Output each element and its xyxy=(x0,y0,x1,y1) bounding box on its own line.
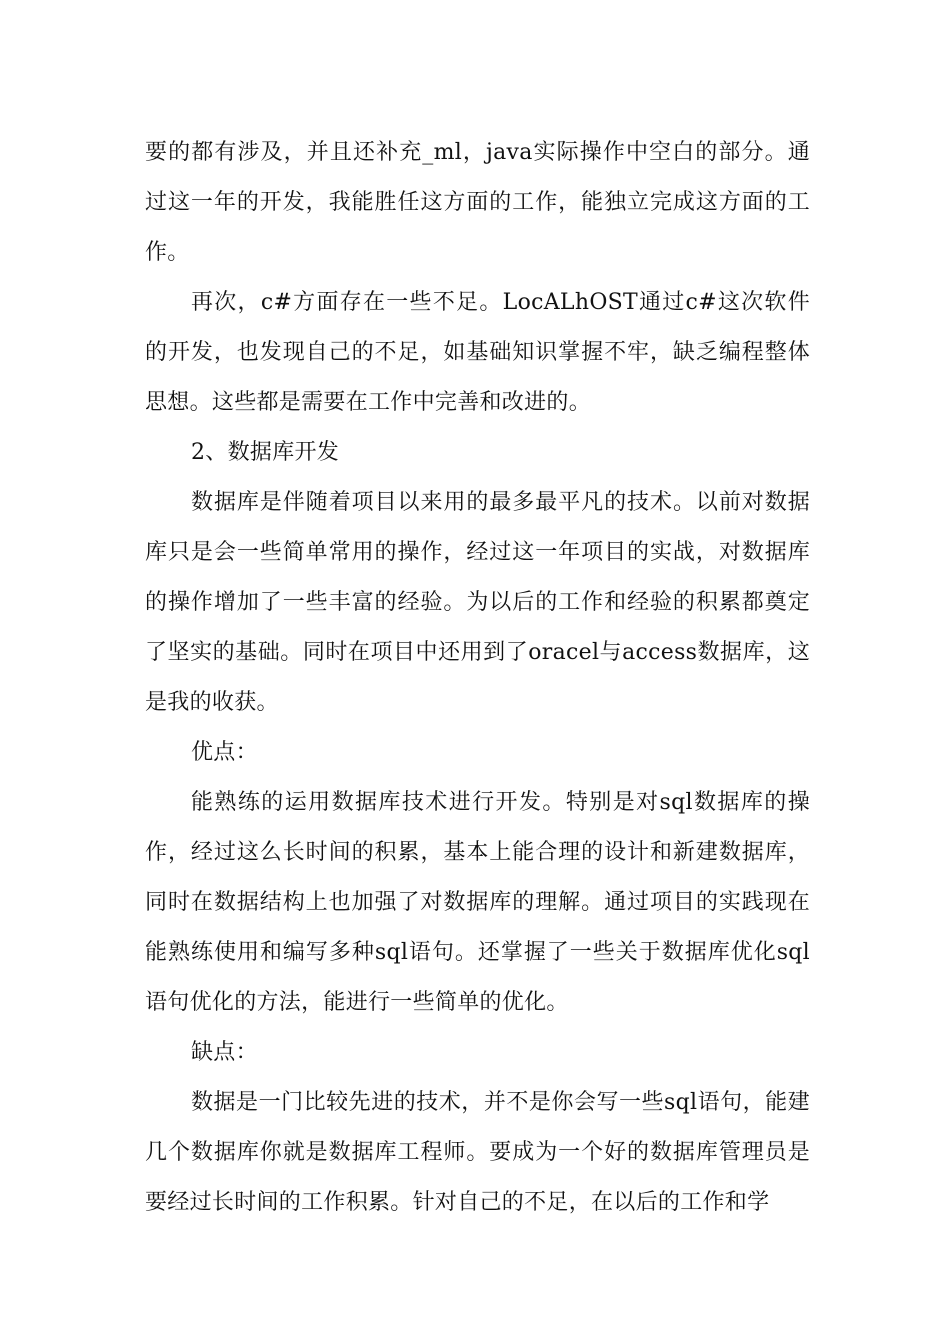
document-body xyxy=(145,128,810,1228)
paragraph-disadvantages: 数据是一门比较先进的技术，并不是你会写一些sql语句，能建几个数据库你就是数据库工程师。要成为一个好的数据库管理员是要经过长时间的工作积累。针对自己的不足，在以后的工作和学 xyxy=(145,1090,810,1215)
label-disadvantages: 缺点： xyxy=(191,1040,258,1065)
section-heading-database: 2、数据库开发 xyxy=(191,440,340,465)
paragraph-csharp-shortcomings: 再次，c#方面存在一些不足。LocALhOST通过c#这次软件的开发，也发现自己的不足，如基础知识掌握不牢，缺乏编程整体思想。这些都是需要在工作中完善和改进的。 xyxy=(145,290,810,415)
paragraph-database-intro: 数据库是伴随着项目以来用的最多最平凡的技术。以前对数据库只是会一些简单常用的操作，经过这一年项目的实战，对数据库的操作增加了一些丰富的经验。为以后的工作和经验的积累都奠定了坚实的基础。同时在项目中还用到了oracel与access数据库，这是我的收获。 xyxy=(145,490,810,715)
label-advantages: 优点： xyxy=(191,740,258,765)
paragraph-advantages: 能熟练的运用数据库技术进行开发。特别是对sql数据库的操作，经过这么长时间的积累，基本上能合理的设计和新建数据库，同时在数据结构上也加强了对数据库的理解。通过项目的实践现在能熟练使用和编写多种sql语句。还掌握了一些关于数据库优化sql语句优化的方法，能进行一些简单的优化。 xyxy=(145,790,810,1015)
paragraph-continuation: 要的都有涉及，并且还补充_ml，java实际操作中空白的部分。通过这一年的开发，我能胜任这方面的工作，能独立完成这方面的工作。 xyxy=(145,140,810,265)
